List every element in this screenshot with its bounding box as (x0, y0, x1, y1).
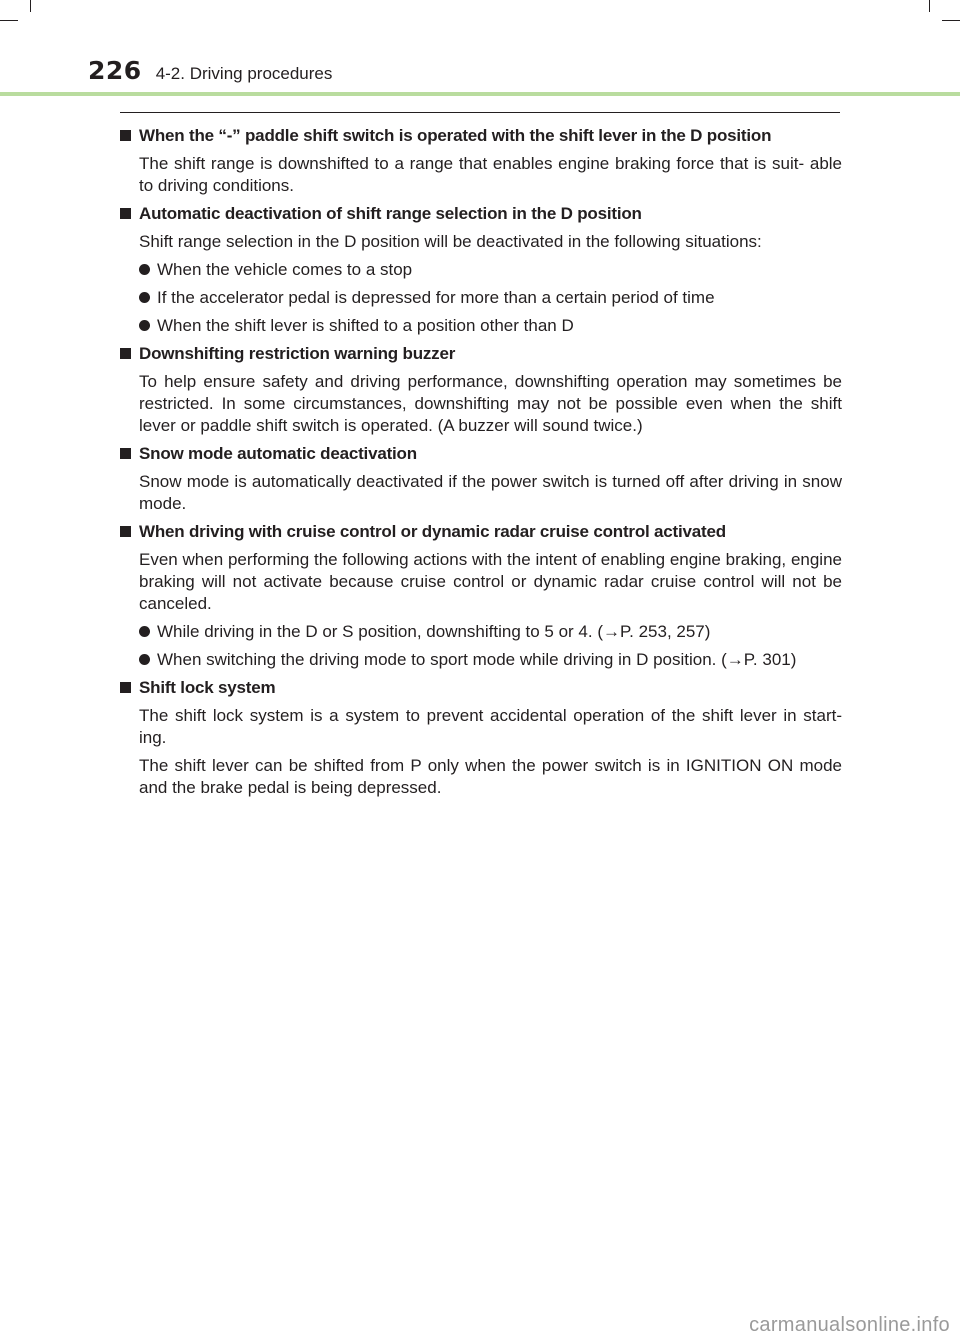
square-bullet-icon (120, 526, 131, 537)
section-block (120, 677, 842, 799)
paragraph: Shift range selection in the D position will be deactivated in the following situations: (139, 232, 762, 251)
list-item: While driving in the D or S position, downshifting to 5 or 4. (→P. 253, 257) (139, 621, 842, 643)
list-item: When switching the driving mode to sport mode while driving in D position. (→P. 301) (139, 649, 842, 671)
paragraph: The shift lock system is a system to prevent accidental operation of the shift lever in start- ing. (139, 706, 842, 747)
section-heading: Downshifting restriction warning buzzer (120, 343, 842, 365)
page-number: 226 (88, 56, 142, 85)
circle-bullet-icon (139, 264, 150, 275)
section-title: 4-2. Driving procedures (155, 64, 333, 83)
content (120, 125, 842, 805)
square-bullet-icon (120, 208, 131, 219)
list-item: When the shift lever is shifted to a position other than D (139, 315, 842, 337)
section-heading: Automatic deactivation of shift range selection in the D position (120, 203, 842, 225)
crop-mark-top-left-v (30, 0, 31, 12)
circle-bullet-icon (139, 626, 150, 637)
square-bullet-icon (120, 130, 131, 141)
crop-mark-top-right-v (929, 0, 930, 12)
circle-bullet-icon (139, 292, 150, 303)
section-block (120, 125, 842, 197)
list-item: If the accelerator pedal is depressed for more than a certain period of time (139, 287, 842, 309)
paragraph: Snow mode is automatically deactivated if the power switch is turned off after driving in snow mode. (139, 472, 842, 513)
square-bullet-icon (120, 682, 131, 693)
section-heading: When driving with cruise control or dynamic radar cruise control activated (120, 521, 842, 543)
square-bullet-icon (120, 348, 131, 359)
content-top-rule (120, 112, 840, 113)
circle-bullet-icon (139, 654, 150, 665)
section-block (120, 343, 842, 437)
list-item: When the vehicle comes to a stop (139, 259, 842, 281)
crop-mark-top-left (0, 20, 18, 21)
square-bullet-icon (120, 448, 131, 459)
paragraph: The shift range is downshifted to a range that enables engine braking force that is suit- able to driving conditions. (139, 154, 842, 195)
paragraph: The shift lever can be shifted from P only when the power switch is in IGNITION ON mode and the brake pedal is being depressed. (139, 756, 842, 797)
section-block (120, 203, 842, 337)
paragraph: To help ensure safety and driving performance, downshifting operation may sometimes be restricted. In some circumstances, downshifting may not be possible even when the shift lever or paddle shift switch is operated. (A buzzer will sound twice.) (139, 372, 842, 435)
section-heading: Shift lock system (120, 677, 842, 699)
page-header (88, 56, 332, 88)
section-heading: Snow mode automatic deactivation (120, 443, 842, 465)
crop-mark-top-right (942, 20, 960, 21)
paragraph: Even when performing the following actions with the intent of enabling engine braking, engine braking will not activate because cruise control or dynamic radar cruise control will not be canceled. (139, 550, 842, 613)
section-block (120, 521, 842, 671)
section-block (120, 443, 842, 515)
section-heading: When the “-” paddle shift switch is operated with the shift lever in the D position (120, 125, 842, 147)
header-rule (0, 92, 960, 96)
watermark: carmanualsonline.info (749, 1314, 950, 1336)
circle-bullet-icon (139, 320, 150, 331)
